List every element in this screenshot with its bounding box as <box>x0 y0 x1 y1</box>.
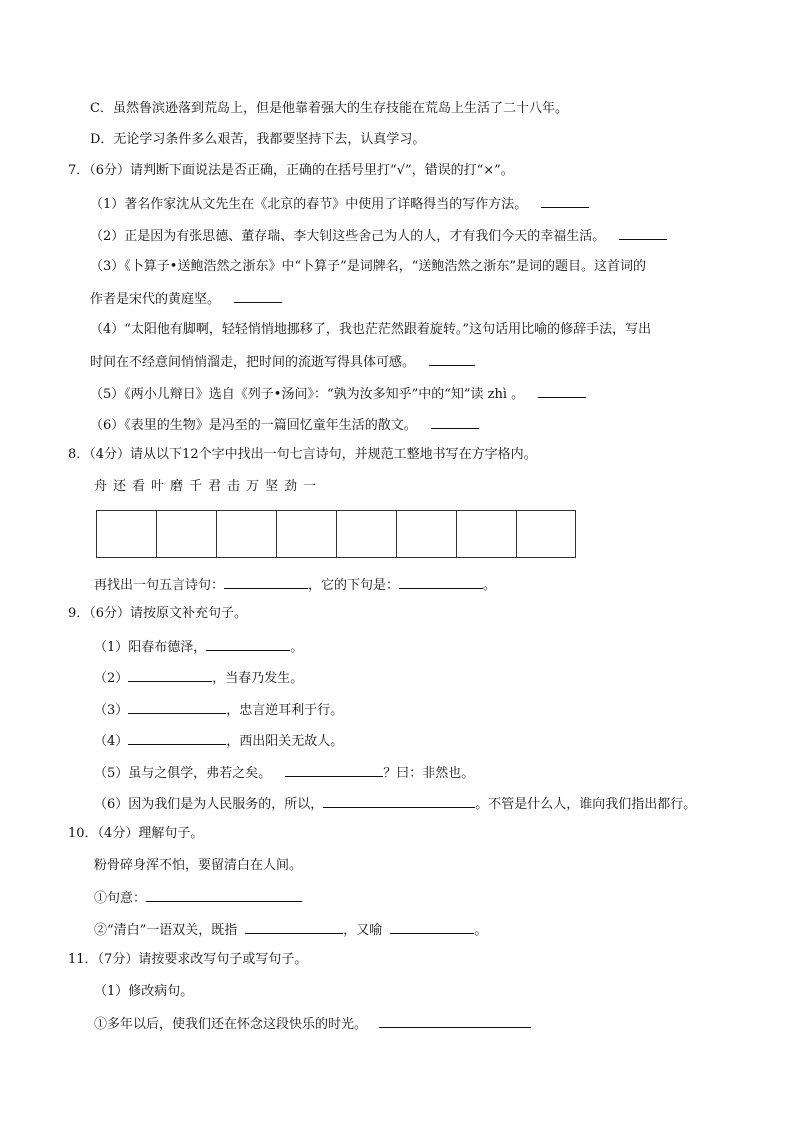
q7-item-4a: （4）“太阳他有脚啊，轻轻悄悄地挪移了，我也茫茫然跟着旋转。”这句话用比喻的修辞手法，写出 <box>90 322 652 337</box>
answer-blank[interactable] <box>224 575 308 589</box>
q7-item-3b <box>90 289 282 309</box>
q8-follow-up-text-3: 。 <box>483 578 497 593</box>
q9-item-5-text-b: ？曰：非然也。 <box>383 766 475 781</box>
q10-answer-1-text: ①句意： <box>94 891 147 906</box>
grid-cell[interactable] <box>97 511 157 557</box>
q6-option-c: C．虽然鲁滨逊落到荒岛上，但是他靠着强大的生存技能在荒岛上生活了二十八年。 <box>90 101 568 116</box>
q7-item-3a: （3）《卜算子•送鲍浩然之浙东》中“卜算子”是词牌名，“送鲍浩然之浙东”是词的题目。这首词的 <box>90 259 647 274</box>
q9-item-3 <box>94 700 343 720</box>
grid-cell[interactable] <box>217 511 277 557</box>
q8-follow-up <box>94 575 496 595</box>
grid-cell[interactable] <box>397 511 457 557</box>
q7-item-1 <box>90 194 589 214</box>
q9-item-6 <box>94 794 696 814</box>
q9-item-2-text-a: （2） <box>94 671 129 686</box>
char: 万 <box>246 479 260 494</box>
q9-item-2-text-b: ，当春乃发生。 <box>212 671 304 686</box>
q11-sentence-1 <box>94 1014 531 1034</box>
char: 看 <box>132 479 146 494</box>
char: 舟 <box>94 479 108 494</box>
answer-blank[interactable] <box>128 731 226 745</box>
q8-char-list <box>94 478 322 496</box>
q10-answer-2 <box>94 920 487 940</box>
q10-answer-2-text-a: ②“清白”一语双关，既指 <box>94 923 238 938</box>
q9-item-5-text-a: （5）虽与之俱学，弗若之矣。 <box>94 766 272 781</box>
q7-item-4b <box>90 352 475 372</box>
q11-subtitle: （1）修改病句。 <box>94 984 194 999</box>
answer-blank[interactable] <box>323 794 475 808</box>
q9-item-2 <box>94 668 303 688</box>
grid-cell[interactable] <box>517 511 575 557</box>
q7-item-2-text: （2）正是因为有张思德、董存瑞、李大钊这些舍己为人的人，才有我们今天的幸福生活。 <box>90 229 606 244</box>
answer-blank[interactable] <box>128 668 212 682</box>
char: 叶 <box>151 479 165 494</box>
answer-blank[interactable] <box>619 226 667 240</box>
answer-blank[interactable] <box>399 575 483 589</box>
grid-cell[interactable] <box>157 511 217 557</box>
q11-title: 11．（7分）请按要求改写句子或写句子。 <box>68 952 308 967</box>
q9-item-4-text-b: ，西出阳关无故人。 <box>226 734 344 749</box>
q9-item-1-text-a: （1）阳春布德泽， <box>94 640 207 655</box>
answer-blank[interactable] <box>245 920 343 934</box>
q10-title: 10．（4分）理解句子。 <box>68 826 204 841</box>
q9-item-3-text-a: （3） <box>94 703 129 718</box>
answer-blank[interactable] <box>390 920 474 934</box>
answer-blank[interactable] <box>146 888 302 902</box>
char: 磨 <box>170 479 184 494</box>
char: 击 <box>227 479 241 494</box>
answer-blank[interactable] <box>379 1014 531 1028</box>
q9-item-6-text-a: （6）因为我们是为人民服务的，所以， <box>94 797 324 812</box>
answer-blank[interactable] <box>285 763 383 777</box>
q11-sentence-1-text: ①多年以后，使我们还在怀念这段快乐的时光。 <box>94 1017 368 1032</box>
q10-answer-1 <box>94 888 302 908</box>
q7-item-5-text: （5）《两小儿辩日》选自《列子•汤问》：“孰为汝多知乎”中的“知”读 zhì 。 <box>90 387 525 402</box>
q10-sentence: 粉骨碎身浑不怕，要留清白在人间。 <box>94 858 303 873</box>
q9-item-3-text-b: ，忠言逆耳利于行。 <box>226 703 344 718</box>
char: 君 <box>208 479 222 494</box>
grid-cell[interactable] <box>457 511 517 557</box>
q7-item-5 <box>90 384 586 404</box>
writing-grid <box>96 510 576 558</box>
q7-item-6 <box>90 415 479 435</box>
answer-blank[interactable] <box>234 289 282 303</box>
q9-item-1-text-b: 。 <box>290 640 304 655</box>
q6-option-d: D．无论学习条件多么艰苦，我都要坚持下去，认真学习。 <box>90 132 426 147</box>
q9-item-4 <box>94 731 343 751</box>
q9-title: 9．（6分）请按原文补充句子。 <box>68 606 248 621</box>
q9-item-6-text-b: 。不管是什么人，谁向我们指出都行。 <box>475 797 697 812</box>
answer-blank[interactable] <box>429 352 475 366</box>
q8-follow-up-text-2: ，它的下句是： <box>308 578 400 593</box>
q9-item-5 <box>94 763 474 783</box>
q10-answer-2-text-b: ，又喻 <box>343 923 383 938</box>
char: 坚 <box>265 479 279 494</box>
answer-blank[interactable] <box>541 194 589 208</box>
grid-cell[interactable] <box>337 511 397 557</box>
grid-cell[interactable] <box>277 511 337 557</box>
q8-title: 8．（4分）请从以下12个字中找出一句七言诗句，并规范工整地书写在方字格内。 <box>68 447 537 462</box>
q8-follow-up-text-1: 再找出一句五言诗句： <box>94 578 225 593</box>
q7-item-1-text: （1）著名作家沈从文先生在《北京的春节》中使用了详略得当的写作方法。 <box>90 197 528 212</box>
char: 还 <box>113 479 127 494</box>
char: 千 <box>189 479 203 494</box>
q10-answer-2-text-c: 。 <box>474 923 488 938</box>
answer-blank[interactable] <box>538 384 586 398</box>
q7-item-6-text: （6）《表里的生物》是冯至的一篇回忆童年生活的散文。 <box>90 418 417 433</box>
q9-item-1 <box>94 637 303 657</box>
q7-item-3b-text: 作者是宋代的黄庭坚。 <box>90 292 221 307</box>
q7-item-4b-text: 时间在不经意间悄悄溜走，把时间的流逝写得具体可感。 <box>90 355 416 370</box>
answer-blank[interactable] <box>206 637 290 651</box>
answer-blank[interactable] <box>431 415 479 429</box>
char: 劲 <box>284 479 298 494</box>
q7-item-2 <box>90 226 667 246</box>
char: 一 <box>303 479 317 494</box>
answer-blank[interactable] <box>128 700 226 714</box>
q7-title: 7．（6分）请判断下面说法是否正确，正确的在括号里打“√”，错误的打“×”。 <box>68 163 514 178</box>
q9-item-4-text-a: （4） <box>94 734 129 749</box>
